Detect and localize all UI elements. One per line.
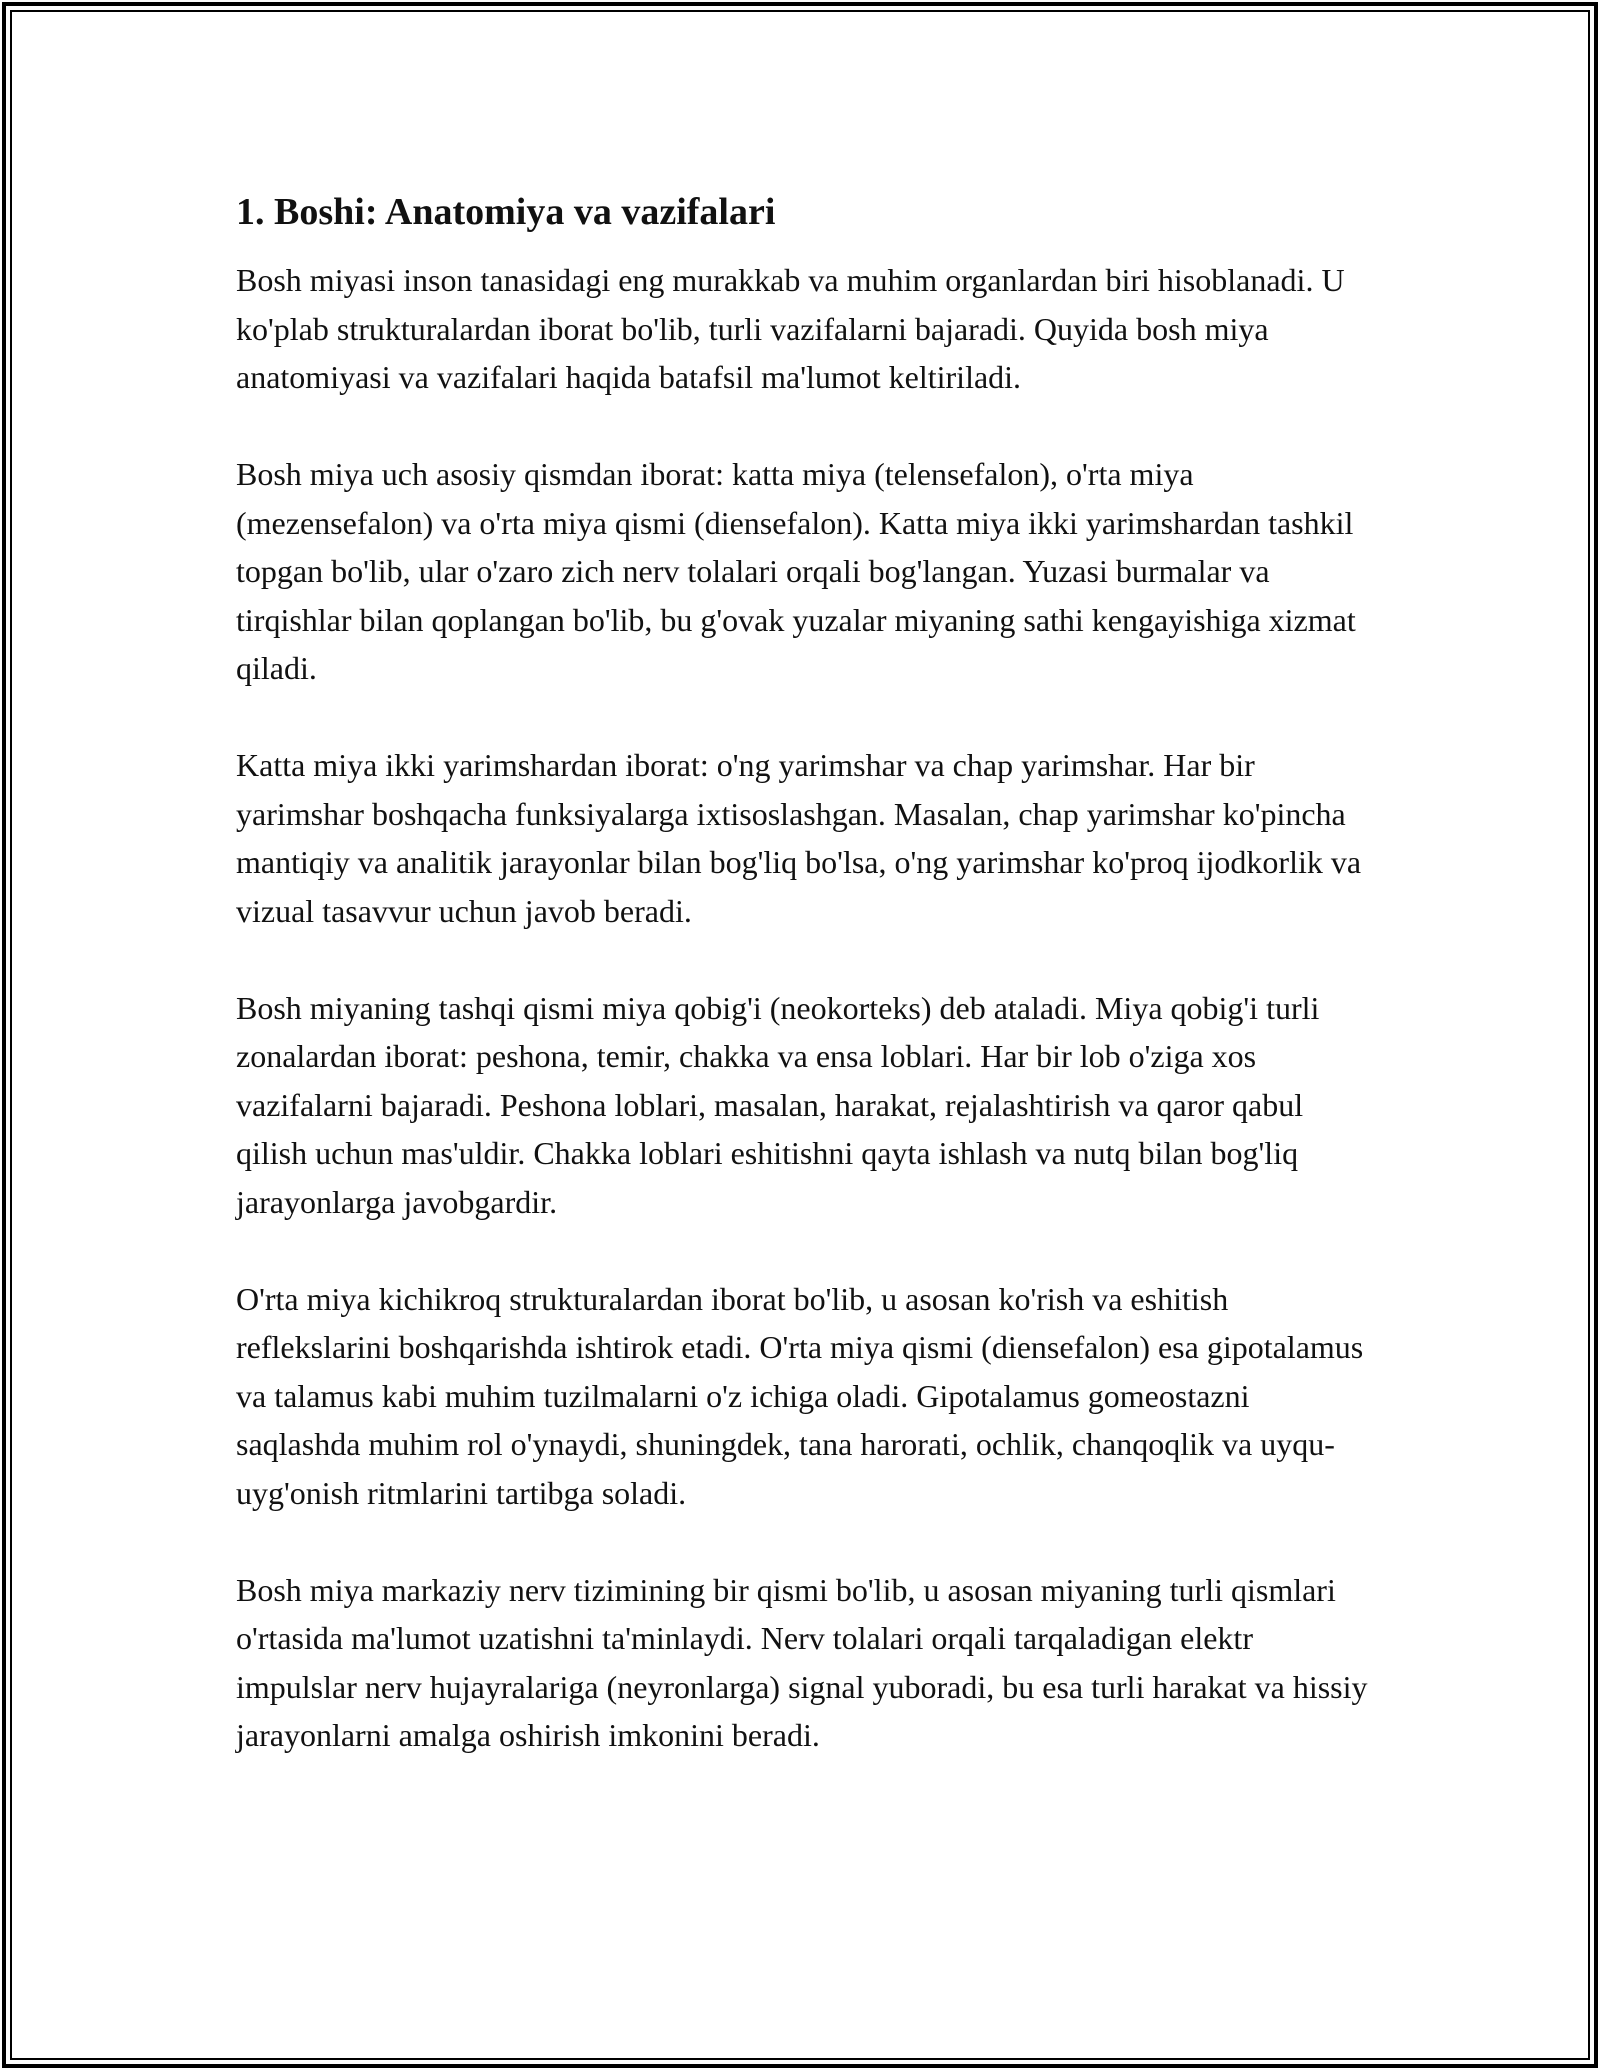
document-body — [236, 186, 1376, 1760]
paragraph-midbrain: O'rta miya kichikroq strukturalardan iborat bo'lib, u asosan ko'rish va eshitish reflekslarini boshqarishda ishtirok etadi. O'rta miya qismi (diensefalon) esa gipotalamus va talamus kabi muhim tuzilmalarni o'z ichiga oladi. Gipotalamus gomeostazni saqlashda muhim rol o'ynaydi, shuningdek, tana harorati, ochlik, chanqoqlik va uyqu-uyg'onish ritmlarini tartibga soladi. — [236, 1280, 1364, 1511]
paragraph-intro: Bosh miyasi inson tanasidagi eng murakkab va muhim organlardan biri hisoblanadi. U ko'plab strukturalardan iborat bo'lib, turli vazifalarni bajaradi. Quyida bosh miya anatomiyasi va vazifalari haqida batafsil ma'lumot keltiriladi. — [236, 262, 1345, 395]
paragraph-nervous-system: Bosh miya markaziy nerv tizimining bir qismi bo'lib, u asosan miyaning turli qismlari o'rtasida ma'lumot uzatishni ta'minlaydi. Nerv tolalari orqali tarqaladigan elektr impulslar nerv hujayralariga (neyronlarga) signal yuboradi, bu esa turli harakat va hissiy jarayonlarni amalga oshirish imkonini beradi. — [236, 1571, 1368, 1753]
section-heading: 1. Boshi: Anatomiya va vazifalari — [236, 191, 776, 233]
paragraph-hemispheres: Katta miya ikki yarimshardan iborat: o'ng yarimshar va chap yarimshar. Har bir yarimshar boshqacha funksiyalarga ixtisoslashgan. Masalan, chap yarimshar ko'pincha mantiqiy va analitik jarayonlar bilan bog'liq bo'lsa, o'ng yarimshar ko'proq ijodkorlik va vizual tasavvur uchun javob beradi. — [236, 747, 1362, 929]
paragraph-neocortex: Bosh miyaning tashqi qismi miya qobig'i (neokorteks) deb ataladi. Miya qobig'i turli zonalardan iborat: peshona, temir, chakka va ensa loblari. Har bir lob o'ziga xos vazifalarni bajaradi. Peshona loblari, masalan, harakat, rejalashtirish va qaror qabul qilish uchun mas'uldir. Chakka loblari eshitishni qayta ishlash va nutq bilan bog'liq jarayonlarga javobgardir. — [236, 989, 1320, 1220]
paragraph-brain-parts: Bosh miya uch asosiy qismdan iborat: katta miya (telensefalon), o'rta miya (mezensefalon) va o'rta miya qismi (diensefalon). Katta miya ikki yarimshardan tashkil topgan bo'lib, ular o'zaro zich nerv tolalari orqali bog'langan. Yuzasi burmalar va tirqishlar bilan qoplangan bo'lib, bu g'ovak yuzalar miyaning sathi kengayishiga xizmat qiladi. — [236, 456, 1356, 686]
